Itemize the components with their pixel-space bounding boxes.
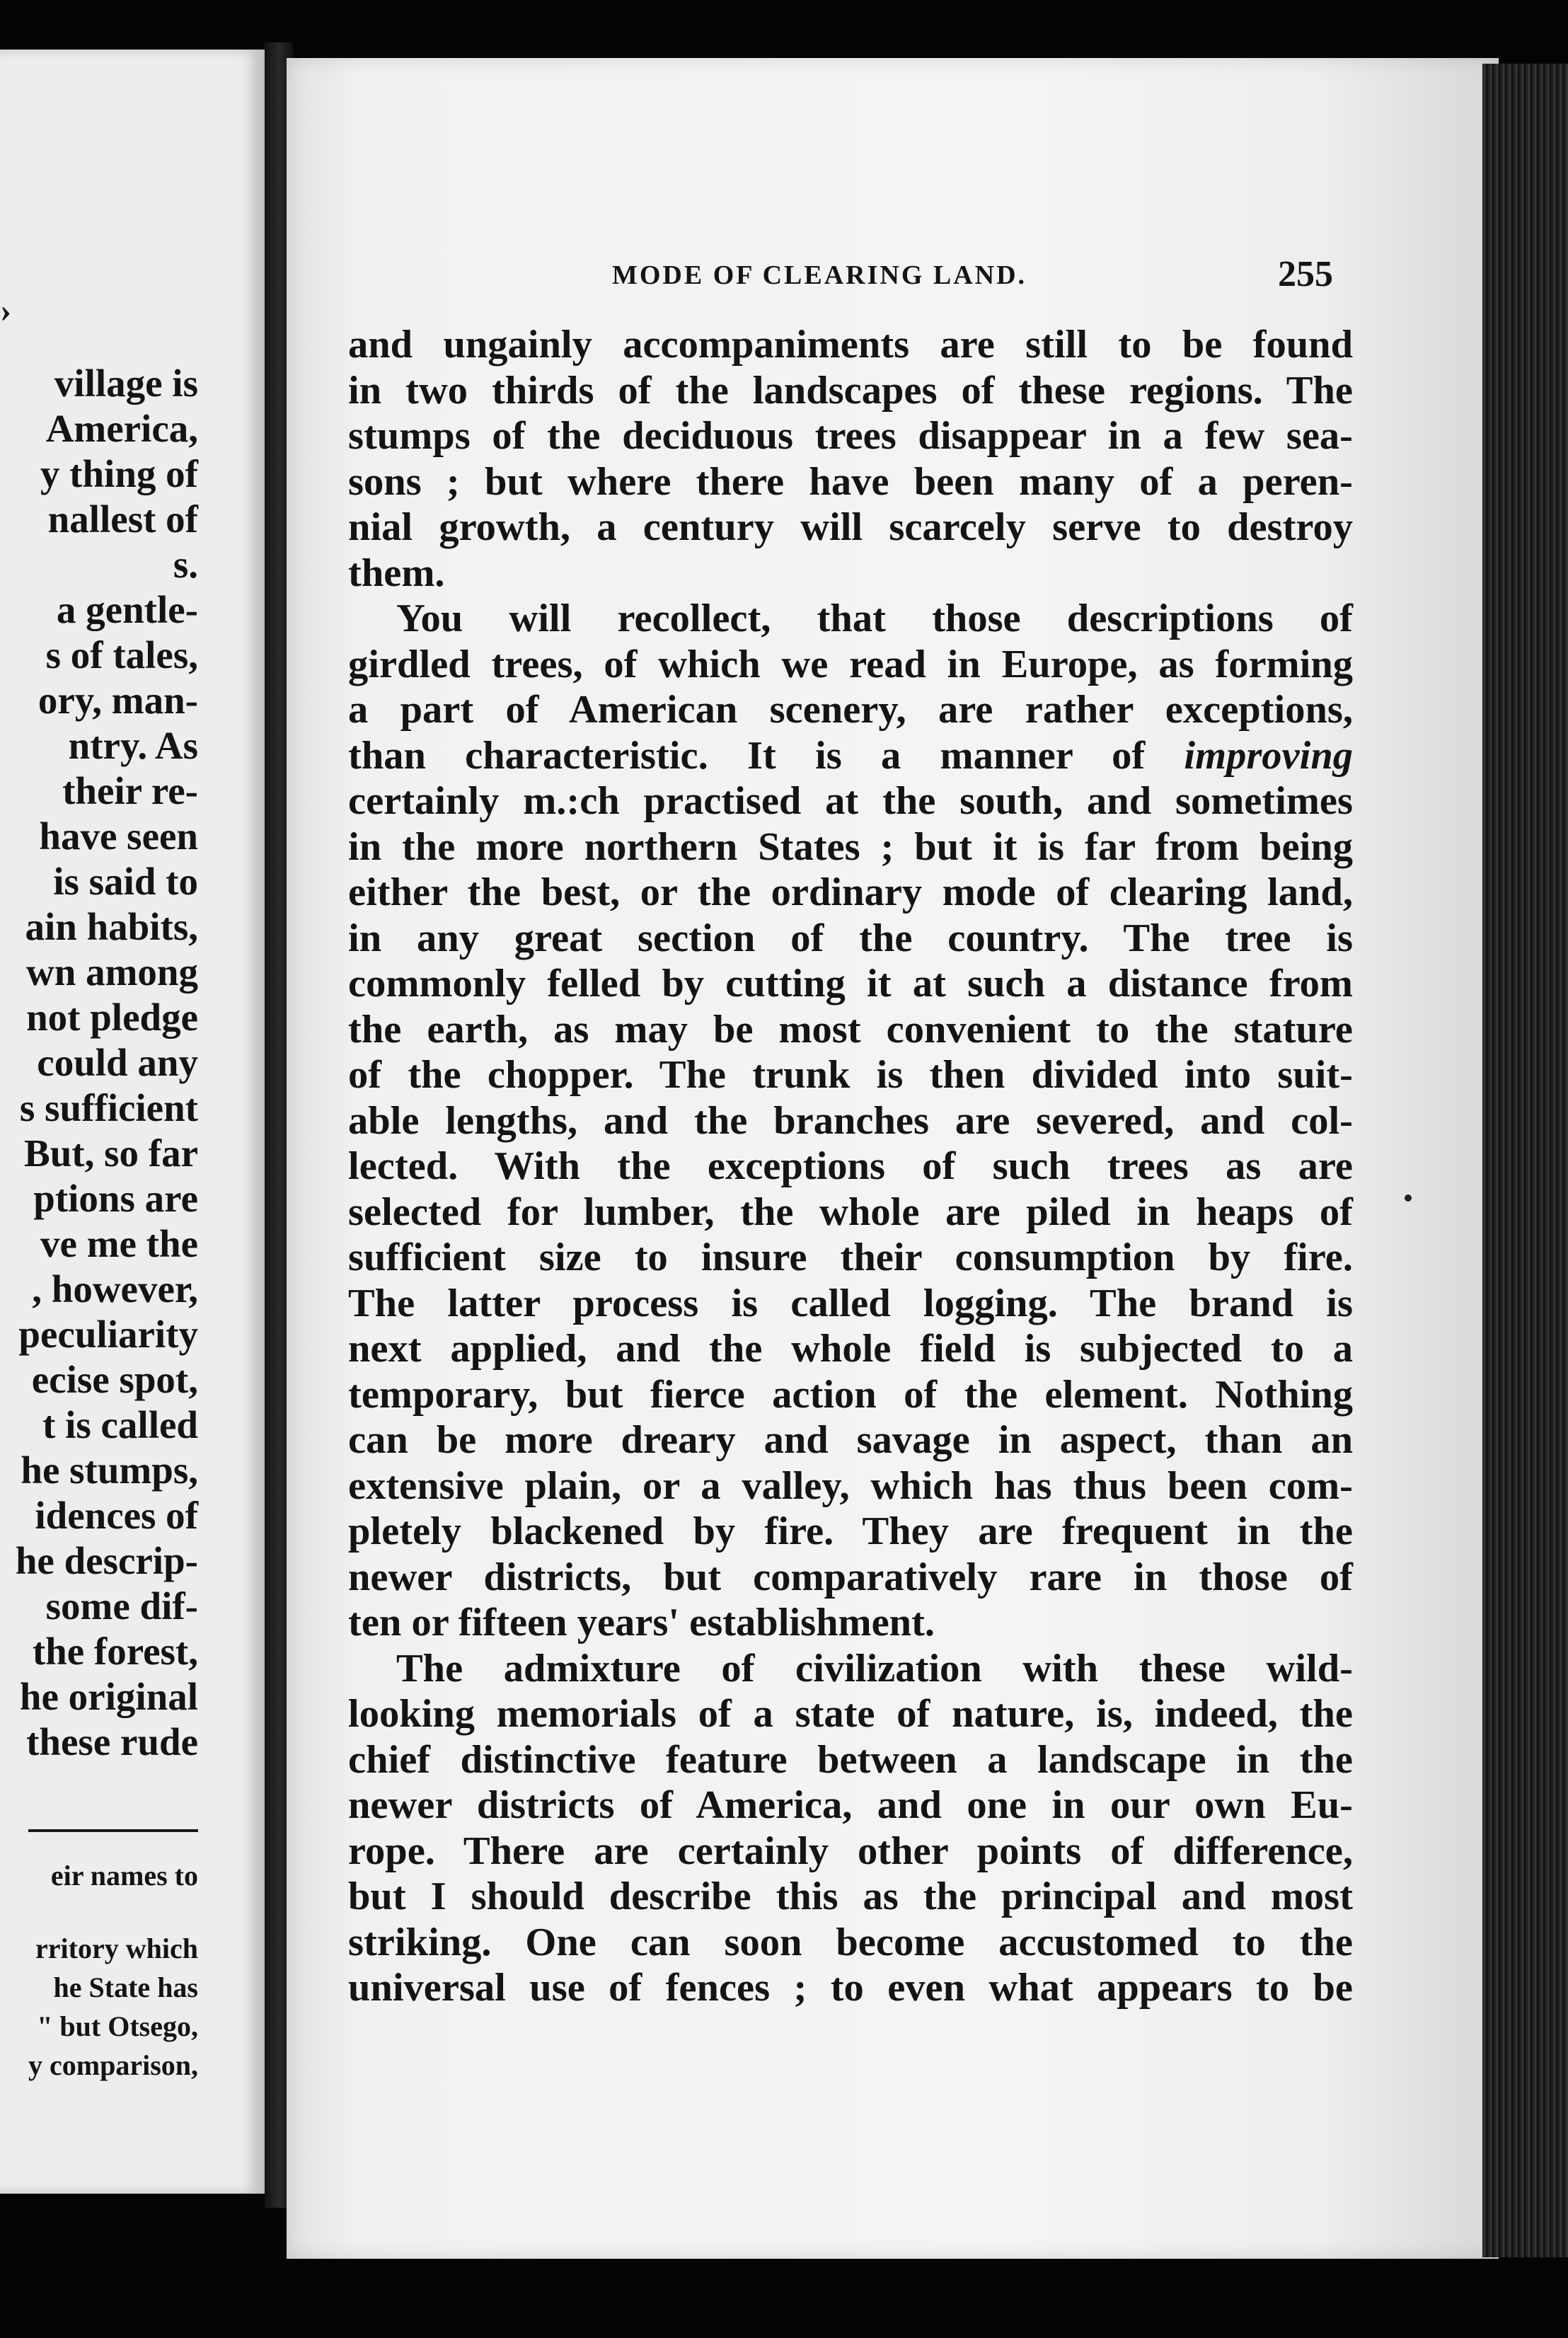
left-text-line: the forest, <box>32 1630 198 1673</box>
left-text-line: nallest of <box>47 497 198 541</box>
left-text-line: their re- <box>62 769 198 812</box>
left-text-line: y thing of <box>40 452 198 495</box>
text-line-with-italic <box>348 733 1353 779</box>
left-text-line: ory, man- <box>38 679 198 722</box>
text-line: a part of American scenery, are rather exceptions, <box>348 688 1353 732</box>
text-line: able lengths, and the branches are severed, and col- <box>348 1098 1353 1143</box>
footnote-line: rritory which <box>35 1933 198 1964</box>
left-text-line: But, so far <box>24 1131 198 1175</box>
page-number: 255 <box>1278 254 1333 294</box>
left-text-line: have seen <box>39 814 198 858</box>
left-text-line: not pledge <box>26 996 198 1039</box>
left-text-line: t is called <box>42 1403 198 1446</box>
left-facing-page <box>0 50 265 2194</box>
left-text-line: ain habits, <box>25 905 198 948</box>
left-text-line: , however, <box>32 1267 198 1311</box>
text-line: newer districts, but comparatively rare in those of <box>348 1555 1353 1599</box>
text-line: in two thirds of the landscapes of these regions. The <box>348 368 1353 413</box>
text-line: lected. With the exceptions of such trees as are <box>348 1144 1353 1188</box>
text-line: certainly m.:ch practised at the south, and sometimes <box>348 779 1353 823</box>
left-text-line: is said to <box>53 860 198 903</box>
text-line: the earth, as may be most convenient to the stature <box>348 1007 1353 1052</box>
left-text-line: a gentle- <box>56 588 198 631</box>
left-text-line: peculiarity <box>18 1313 198 1356</box>
text-line: commonly felled by cutting it at such a distance from <box>348 962 1353 1006</box>
text-line: in any great section of the country. The tree is <box>348 916 1353 960</box>
left-text-line: ptions are <box>33 1177 198 1220</box>
footnote-rule <box>28 1829 198 1832</box>
text-line: looking memorials of a state of nature, is, indeed, the <box>348 1692 1353 1736</box>
left-text-line: he original <box>19 1675 198 1718</box>
running-title: MODE OF CLEARING LAND. <box>612 260 1027 290</box>
footnote-line: eir names to <box>50 1860 198 1891</box>
text-line: either the best, or the ordinary mode of clearing land, <box>348 870 1353 914</box>
text-line: them. <box>348 551 445 595</box>
page-edge-stack <box>1482 64 1568 2257</box>
left-page-text <box>0 361 198 1765</box>
left-page-footnotes <box>0 1856 198 2085</box>
text-line: of the chopper. The trunk is then divided into suit- <box>348 1053 1353 1097</box>
text-line: chief distinctive feature between a landscape in the <box>348 1737 1353 1782</box>
footnote-line: he State has <box>53 1971 198 2003</box>
left-text-line: some dif- <box>45 1584 198 1628</box>
text-line: ten or fifteen years' establishment. <box>348 1601 935 1645</box>
text-line: rope. There are certainly other points of difference, <box>348 1829 1353 1873</box>
footnote-line: y comparison, <box>28 2049 198 2081</box>
ink-speck <box>1405 1194 1412 1202</box>
left-text-line: ntry. As <box>68 724 198 767</box>
text-line: stumps of the deciduous trees disappear in a few sea- <box>348 414 1353 458</box>
left-text-line: he stumps, <box>21 1449 198 1492</box>
text-line: universal use of fences ; to even what appears to be <box>348 1966 1353 2010</box>
left-text-line: s. <box>173 543 198 586</box>
text-line: in the more northern States ; but it is far from being <box>348 824 1353 869</box>
text-line: girdled trees, of which we read in Europe, as forming <box>348 642 1353 686</box>
text-line: but I should describe this as the principal and most <box>348 1875 1353 1918</box>
text-line: temporary, but fierce action of the element. Nothing <box>348 1372 1353 1417</box>
text-line: nial growth, a century will scarcely serve to destroy <box>348 505 1353 549</box>
text-line: selected for lumber, the whole are piled in heaps of <box>348 1190 1353 1234</box>
text-line: extensive plain, or a valley, which has thus been com- <box>348 1463 1353 1508</box>
left-text-line: ecise spot, <box>31 1358 198 1401</box>
text-line: striking. One can soon become accustomed to the <box>348 1920 1353 1964</box>
left-text-line: America, <box>45 407 198 450</box>
italic-word: improving <box>1184 733 1354 778</box>
text-line: and ungainly accompaniments are still to be found <box>348 323 1353 367</box>
text-line: sufficient size to insure their consumption by fire. <box>348 1236 1353 1279</box>
paragraph-first-line: You will recollect, that those descriptions of <box>396 597 1353 640</box>
text-line: newer districts of America, and one in our own Eu- <box>348 1783 1353 1827</box>
footnote-line: " but Otsego, <box>37 2010 198 2042</box>
paragraph-first-line: The admixture of civilization with these wild- <box>396 1646 1353 1691</box>
left-text-line: s of tales, <box>45 633 198 676</box>
text-line: The latter process is called logging. The brand is <box>348 1281 1353 1325</box>
left-text-line: these rude <box>26 1720 198 1763</box>
text-line: next applied, and the whole field is subjected to a <box>348 1327 1353 1371</box>
left-text-line: ve me the <box>40 1222 198 1265</box>
text-segment: than characteristic. It is a manner of <box>348 733 1146 778</box>
left-text-line: s sufficient <box>19 1086 198 1129</box>
left-text-line: idences of <box>35 1494 198 1537</box>
text-line: sons ; but where there have been many of a peren- <box>348 459 1353 504</box>
text-line: can be more dreary and savage in aspect, than an <box>348 1418 1353 1462</box>
body-text <box>348 322 1353 2011</box>
left-page-marker: › <box>0 292 11 329</box>
text-line: pletely blackened by fire. They are frequent in the <box>348 1509 1353 1553</box>
left-text-line: he descrip- <box>15 1539 198 1582</box>
left-text-line: village is <box>54 362 198 405</box>
footnote-gap <box>0 1895 198 1929</box>
left-text-line: could any <box>37 1041 198 1084</box>
left-text-line: wn among <box>26 950 198 994</box>
